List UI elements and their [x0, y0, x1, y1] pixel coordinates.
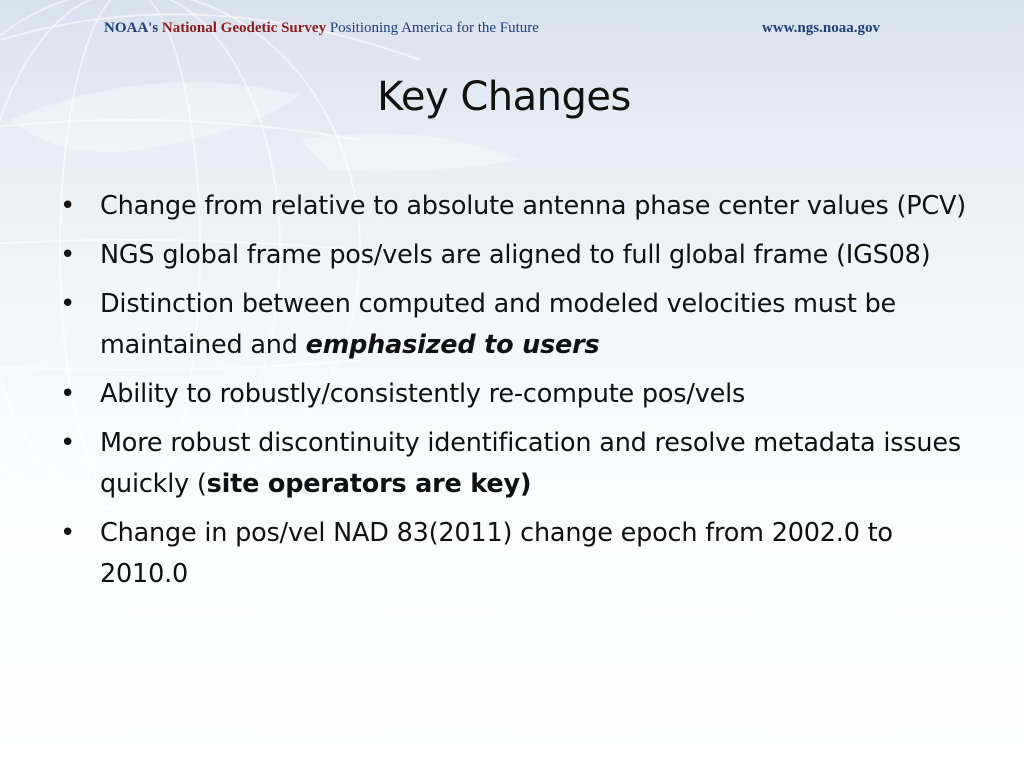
bullet-item — [52, 374, 972, 415]
bullet-text: Ability to robustly/consistently re-compute pos/vels — [100, 379, 746, 409]
header-agency — [104, 20, 539, 37]
bullet-text: Change in pos/vel NAD 83(2011) change epoch from 2002.0 to 2010.0 — [100, 518, 893, 589]
bullet-icon: • — [60, 240, 76, 270]
slide-title: Key Changes — [377, 74, 631, 120]
bullet-text: More robust discontinuity identification and resolve metadata issues quickly ( — [100, 428, 961, 499]
bullet-item — [52, 423, 972, 505]
header-ngs-name: National Geodetic Survey — [161, 20, 327, 36]
bullet-icon: • — [60, 191, 76, 221]
bullet-icon: • — [60, 428, 76, 458]
bullet-item — [52, 513, 972, 595]
header-noaa: NOAA's — [104, 20, 159, 36]
bullet-item — [52, 284, 972, 366]
bullet-text: Distinction between computed and modeled velocities must be maintained and — [100, 289, 897, 360]
bullet-list — [52, 186, 972, 603]
bullet-icon: • — [60, 518, 76, 548]
bullet-icon: • — [60, 379, 76, 409]
bullet-icon: • — [60, 289, 76, 319]
bullet-text: NGS global frame pos/vels are aligned to full global frame (IGS08) — [100, 240, 931, 270]
bullet-item — [52, 235, 972, 276]
bullet-emphasis: site operators are key) — [206, 469, 532, 499]
header-url[interactable]: www.ngs.noaa.gov — [762, 20, 880, 36]
bullet-emphasis: emphasized to users — [305, 330, 600, 360]
header-bar — [0, 14, 1024, 46]
header-tagline: Positioning America for the Future — [329, 20, 539, 36]
bullet-text: Change from relative to absolute antenna phase center values (PCV) — [100, 191, 967, 221]
bullet-item — [52, 186, 972, 227]
